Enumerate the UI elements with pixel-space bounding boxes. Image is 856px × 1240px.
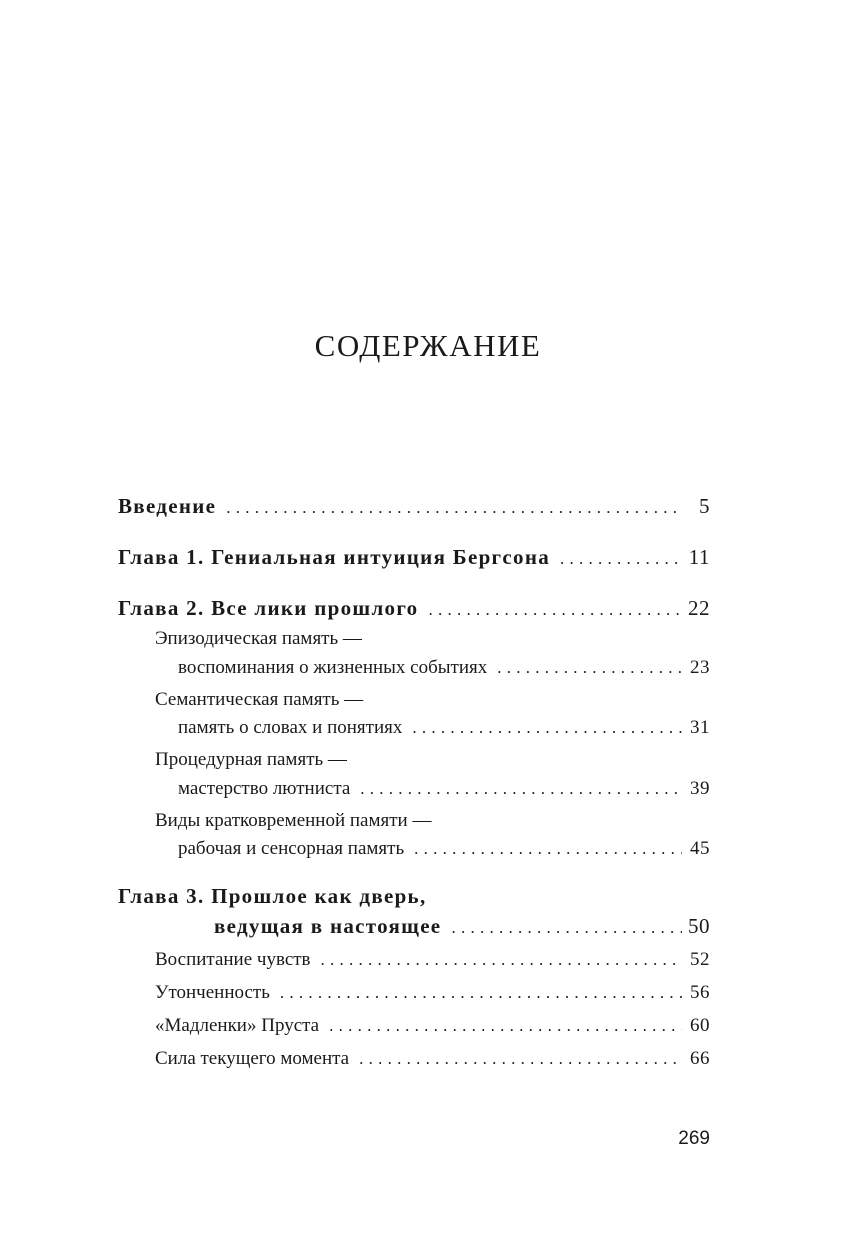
toc-section-title: Сила текущего момента xyxy=(155,1048,350,1069)
dot-leader xyxy=(414,839,682,859)
toc-section-line xyxy=(118,810,710,832)
toc-section-title: Виды кратковременной памяти — xyxy=(155,810,432,831)
toc-page-number: 31 xyxy=(690,717,710,738)
toc-entry-text: Глава 1. Гениальная интуиция Бергсона xyxy=(118,545,551,569)
toc-section-episodic xyxy=(118,657,710,679)
toc-section-title: Воспитание чувств xyxy=(155,949,311,970)
toc-entry-text: Глава 3. Прошлое как дверь, xyxy=(118,884,427,908)
dot-leader xyxy=(280,983,682,1003)
toc-entry-chapter-3-line1 xyxy=(118,884,710,909)
toc-page-number: 22 xyxy=(688,596,710,620)
dot-leader xyxy=(451,918,682,938)
toc-section-subtitle: воспоминания о жизненных событиях xyxy=(178,657,488,678)
toc-page-number: 52 xyxy=(690,949,710,970)
toc-page-number: 50 xyxy=(688,914,710,938)
toc-section-present-moment xyxy=(118,1048,710,1070)
toc-section-subtitle: память о словах и понятиях xyxy=(178,717,403,738)
toc-page-number: 56 xyxy=(690,982,710,1003)
dot-leader xyxy=(359,1049,682,1069)
dot-leader xyxy=(360,779,682,799)
toc-section-madeleines xyxy=(118,1015,710,1037)
toc-section-refinement xyxy=(118,982,710,1004)
toc-section-semantic xyxy=(118,717,710,739)
toc-page-number: 5 xyxy=(699,494,710,518)
toc-entry-chapter-1 xyxy=(118,545,710,570)
toc-page-number: 45 xyxy=(690,838,710,859)
dot-leader xyxy=(412,718,682,738)
toc-entry-text: Глава 2. Все лики прошлого xyxy=(118,596,419,620)
toc-section-line xyxy=(118,628,710,650)
toc-section-title: Процедурная память — xyxy=(155,749,347,770)
page-number: 269 xyxy=(678,1128,710,1149)
toc-section-line xyxy=(118,689,710,711)
page-title: СОДЕРЖАНИЕ xyxy=(314,328,542,363)
toc-entry-chapter-3 xyxy=(118,914,710,939)
dot-leader xyxy=(560,549,682,569)
dot-leader xyxy=(428,600,682,620)
dot-leader xyxy=(497,658,682,678)
toc-page-number: 66 xyxy=(690,1048,710,1069)
dot-leader xyxy=(329,1016,682,1036)
toc-section-line xyxy=(118,749,710,771)
toc-entry-text: Введение xyxy=(118,494,217,518)
toc-section-title: Семантическая память — xyxy=(155,689,364,710)
dot-leader xyxy=(226,498,682,518)
toc-page-number: 60 xyxy=(690,1015,710,1036)
toc-section-subtitle: мастерство лютниста xyxy=(178,778,351,799)
toc-page-number: 39 xyxy=(690,778,710,799)
dot-leader xyxy=(321,950,682,970)
toc-entry-chapter-2 xyxy=(118,596,710,621)
toc-section-subtitle: рабочая и сенсорная память xyxy=(178,838,405,859)
toc-section-title: Утонченность xyxy=(155,982,270,1003)
toc-section-title: «Мадленки» Пруста xyxy=(155,1015,320,1036)
toc-entry-text: ведущая в настоящее xyxy=(214,914,442,938)
toc-section-title: Эпизодическая память — xyxy=(155,628,362,649)
toc-section-procedural xyxy=(118,778,710,800)
toc-entry-introduction xyxy=(118,494,710,519)
toc-page-number: 23 xyxy=(690,657,710,678)
toc-section-short-term xyxy=(118,838,710,860)
toc-section-education xyxy=(118,949,710,971)
toc-page-number: 11 xyxy=(688,545,710,569)
